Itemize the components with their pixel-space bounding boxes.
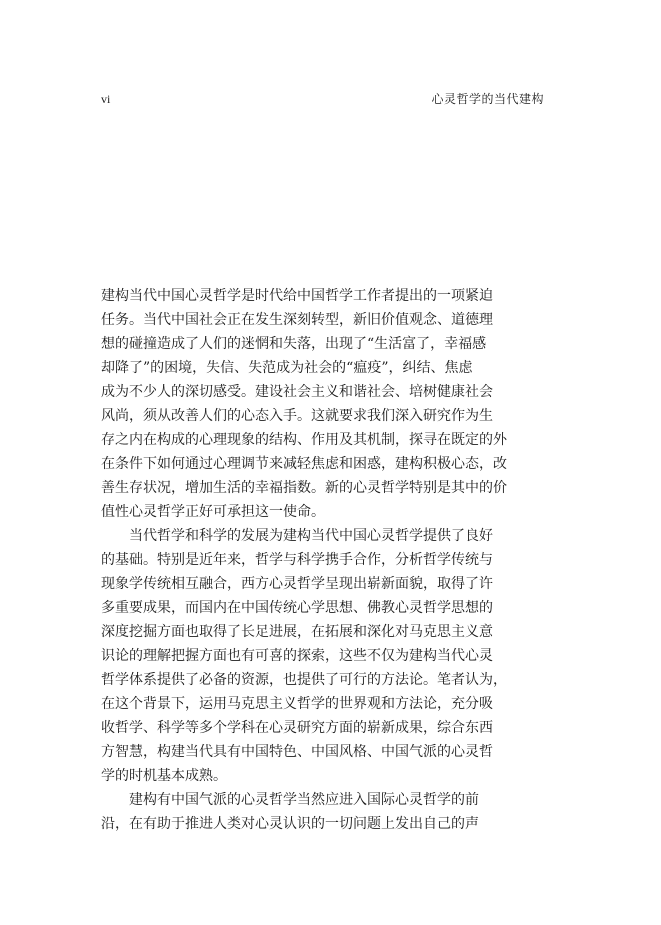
text-line: 方智慧，构建当代具有中国特色、中国风格、中国气派的心灵哲 — [101, 744, 493, 760]
text-line: 沿，在有助于推进人类对心灵认识的一切问题上发出自己的声 — [101, 816, 479, 832]
text-line: 现象学传统相互融合，西方心灵哲学呈现出崭新面貌，取得了许 — [101, 576, 493, 592]
text-line: 收哲学、科学等多个学科在心灵研究方面的崭新成果，综合东西 — [101, 720, 493, 736]
page-number: vi — [101, 92, 111, 106]
text-line: 哲学体系提供了必备的资源，也提供了可行的方法论。笔者认为， — [101, 672, 507, 688]
text-line: 善生存状况，增加生活的幸福指数。新的心灵哲学特别是其中的价 — [101, 480, 507, 496]
text-line: 学的时机基本成熟。 — [101, 768, 227, 784]
text-line: 想的碰撞造成了人们的迷惘和失落，出现了“生活富了，幸福感 — [101, 336, 487, 352]
body-text — [101, 284, 507, 836]
text-line: 却降了”的困境，失信、失范成为社会的“瘟疫”，纠结、焦虑 — [101, 360, 473, 376]
text-line: 识论的理解把握方面也有可喜的探索，这些不仅为建构当代心灵 — [101, 648, 493, 664]
page-header — [101, 90, 544, 108]
text-line: 深度挖掘方面也取得了长足进展，在拓展和深化对马克思主义意 — [101, 624, 493, 640]
text-line: 多重要成果，而国内在中国传统心学思想、佛教心灵哲学思想的 — [101, 600, 493, 616]
text-line: 任务。当代中国社会正在发生深刻转型，新旧价值观念、道德理 — [101, 312, 493, 328]
text-line: 值性心灵哲学正好可承担这一使命。 — [101, 504, 325, 520]
paragraph-first-line: 建构有中国气派的心灵哲学当然应进入国际心灵哲学的前 — [129, 792, 479, 808]
text-line: 风尚，须从改善人们的心态入手。这就要求我们深入研究作为生 — [101, 408, 493, 424]
text-line: 在条件下如何通过心理调节来减轻焦虑和困惑，建构积极心态，改 — [101, 456, 507, 472]
text-line: 存之内在构成的心理现象的结构、作用及其机制，探寻在既定的外 — [101, 432, 507, 448]
text-line: 的基础。特别是近年来，哲学与科学携手合作，分析哲学传统与 — [101, 552, 493, 568]
paragraph-first-line: 当代哲学和科学的发展为建构当代中国心灵哲学提供了良好 — [129, 528, 493, 544]
running-title: 心灵哲学的当代建构 — [431, 92, 544, 106]
text-line: 建构当代中国心灵哲学是时代给中国哲学工作者提出的一项紧迫 — [101, 288, 493, 304]
text-line: 在这个背景下，运用马克思主义哲学的世界观和方法论，充分吸 — [101, 696, 493, 712]
text-line: 成为不少人的深切感受。建设社会主义和谐社会、培树健康社会 — [101, 384, 493, 400]
